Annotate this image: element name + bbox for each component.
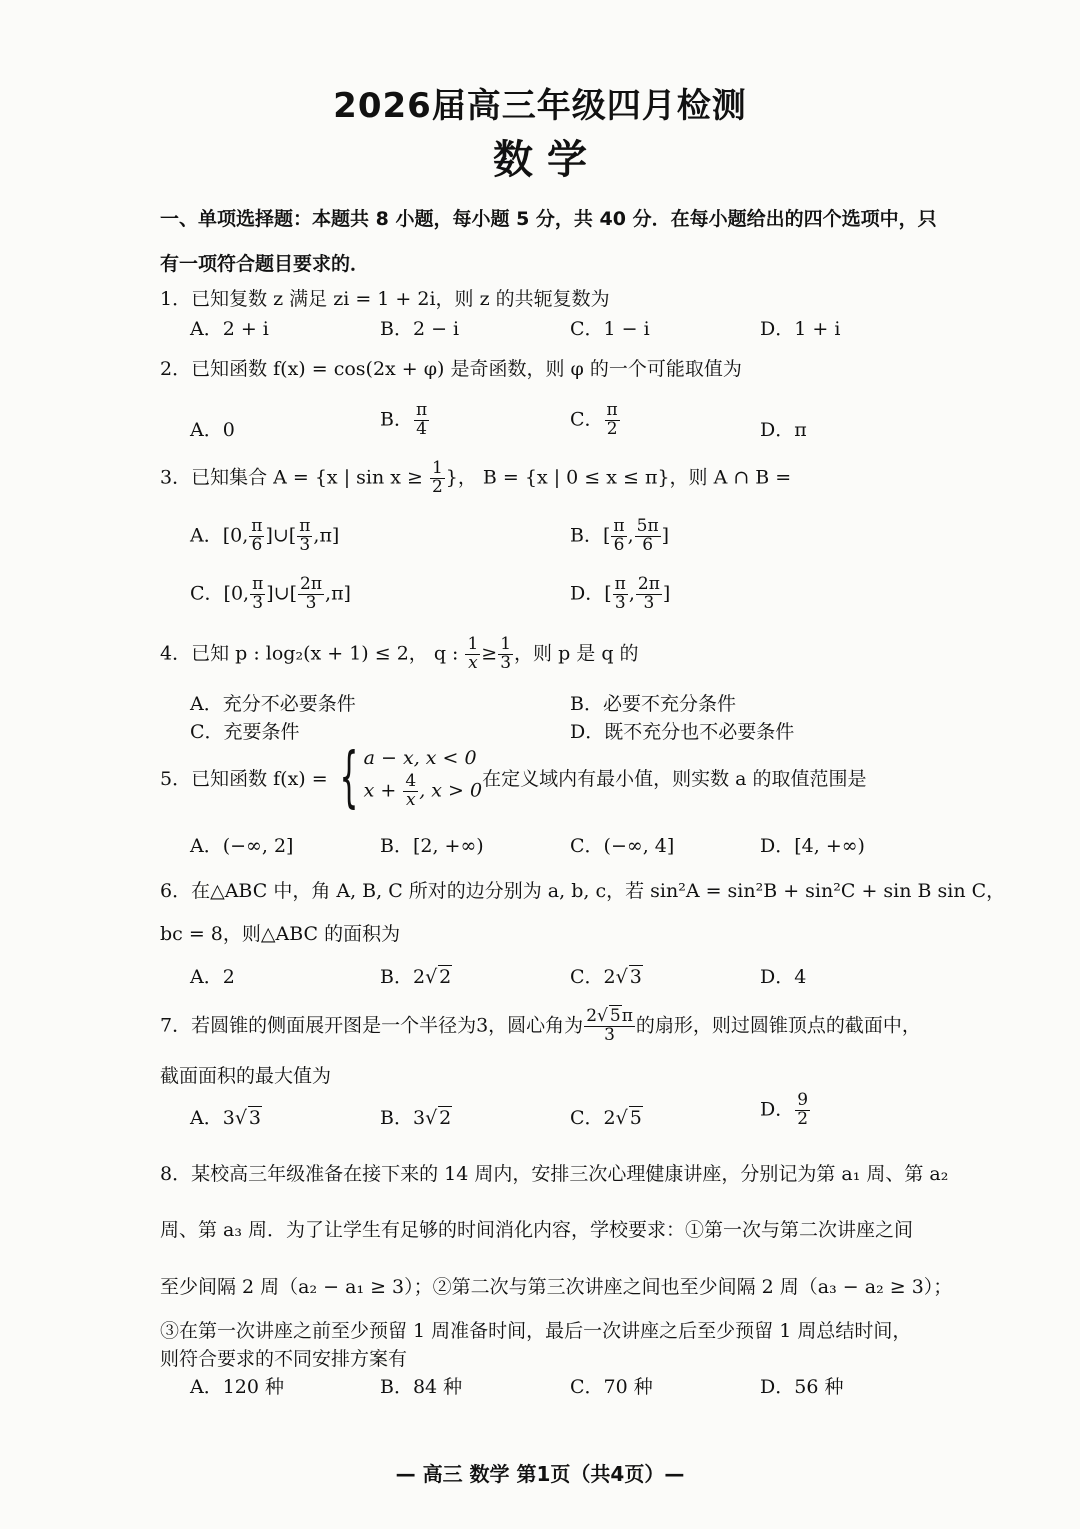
section-heading-line1: 一、单项选择题：本题共 8 小题，每小题 5 分，共 40 分．在每小题给出的四个选项中，只: [160, 208, 937, 230]
left-brace: {: [339, 738, 359, 816]
q7-option-a: A．3√ 3: [190, 1107, 262, 1129]
q7-option-d: D． $\frac{9}{2}$: [760, 1090, 809, 1129]
question-6-line2: bc = 8，则△ABC 的面积为: [160, 923, 401, 945]
fraction: $\frac{9}{2}$: [797, 1090, 809, 1129]
page-footer: — 高三 数学 第1页（共4页）—: [395, 1462, 685, 1486]
q6-option-d: D．4: [760, 966, 807, 988]
q3-option-b: B．[ $\frac{\pi}{6}$ , $\frac{5\pi}{6}$ ]: [570, 516, 670, 555]
q7-option-c: C．2√ 5: [570, 1107, 642, 1129]
piecewise-cases: a − x, x < 0 x + $\frac{4}{x}$ , x > 0: [363, 747, 483, 811]
q8-option-a: A．120 种: [190, 1376, 285, 1398]
question-1-text: 1．已知复数 z 满足 zi = 1 + 2i，则 z 的共轭复数为: [160, 288, 610, 310]
q2-option-c: C． $\frac{\pi}{2}$: [570, 400, 618, 439]
question-4-text: 4．已知 p : log₂(x + 1) ≤ 2， q : $\frac{1}{x}$ ≥ $\frac{1}{3}$ ，则 p 是 q 的: [160, 634, 639, 673]
q3-option-d: D．[ $\frac{\pi}{3}$ , $\frac{2\pi}{3}$ ]: [570, 574, 671, 613]
q5-option-c: C．(−∞, 4]: [570, 835, 675, 857]
q6-option-b: B．2√ 2: [380, 966, 452, 988]
fraction: $\frac{4}{x}$: [405, 771, 417, 811]
fraction: $\frac{\pi}{6}$: [251, 516, 263, 555]
section-heading-line2: 有一项符合题目要求的．: [160, 253, 370, 275]
question-7-line1: 7．若圆锥的侧面展开图是一个半径为3，圆心角为 $\frac{2√ 5\pi}{3}$ 的扇形，则过圆锥顶点的截面中，: [160, 1006, 921, 1045]
fraction: $\frac{1}{2}$: [431, 458, 443, 497]
q3-option-a: A．[0, $\frac{\pi}{6}$ ]∪[ $\frac{\pi}{3}$ ,π]: [190, 516, 340, 555]
q5-option-d: D．[4, +∞): [760, 835, 865, 857]
fraction: $\frac{\pi}{6}$: [613, 516, 625, 555]
q1-option-c: C．1 − i: [570, 318, 650, 340]
q4-option-b: B．必要不充分条件: [570, 693, 736, 715]
question-5-text: 5．已知函数 f(x) = { a − x, x < 0 x + $\frac{4}{x}$ , x > 0 在定义域内有最小值，则实数 a 的取值范围是: [160, 738, 867, 816]
q8-option-c: C．70 种: [570, 1376, 653, 1398]
fraction: $\frac{\pi}{3}$: [614, 574, 626, 613]
q4-option-a: A．充分不必要条件: [190, 693, 356, 715]
q8-option-d: D．56 种: [760, 1376, 844, 1398]
q5-option-b: B．[2, +∞): [380, 835, 484, 857]
q8-option-b: B．84 种: [380, 1376, 463, 1398]
q4-option-c: C．充要条件: [190, 721, 300, 743]
q7-option-b: B．3√ 2: [380, 1107, 452, 1129]
fraction: $\frac{1}{3}$: [500, 634, 512, 673]
q2-option-d: D．π: [760, 419, 807, 441]
q5-option-a: A．(−∞, 2]: [190, 835, 294, 857]
question-8-line3: 至少间隔 2 周（a₂ − a₁ ≥ 3）；②第二次与第三次讲座之间也至少间隔 2 周（a₃ − a₂ ≥ 3）；: [160, 1276, 953, 1298]
q3-option-c: C．[0, $\frac{\pi}{3}$ ]∪[ $\frac{2\pi}{3}$ ,π]: [190, 574, 351, 613]
subject-title: 数 学: [493, 137, 587, 183]
q6-option-c: C．2√ 3: [570, 966, 642, 988]
fraction: $\frac{2\pi}{3}$: [637, 574, 660, 613]
fraction: $\frac{\pi}{4}$: [415, 400, 428, 439]
q6-option-a: A．2: [190, 966, 235, 988]
fraction: $\frac{\pi}{2}$: [606, 400, 618, 439]
q2-option-a: A．0: [190, 419, 235, 441]
q1-option-d: D．1 + i: [760, 318, 841, 340]
exam-title: 2026届高三年级四月检测: [333, 86, 747, 126]
question-8-line5: 则符合要求的不同安排方案有: [160, 1348, 408, 1370]
fraction: $\frac{\pi}{3}$: [299, 516, 311, 555]
question-2-text: 2．已知函数 f(x) = cos(2x + φ) 是奇函数，则 φ 的一个可能取值为: [160, 358, 742, 380]
fraction: $\frac{1}{x}$: [467, 634, 479, 673]
q1-option-b: B．2 − i: [380, 318, 460, 340]
question-8-line2: 周、第 a₃ 周．为了让学生有足够的时间消化内容，学校要求：①第一次与第二次讲座之间: [160, 1219, 914, 1241]
fraction: $\frac{2√ 5\pi}{3}$: [586, 1006, 633, 1045]
question-8-line4: ③在第一次讲座之前至少预留 1 周准备时间，最后一次讲座之后至少预留 1 周总结时间，: [160, 1320, 912, 1342]
q1-option-a: A．2 + i: [190, 318, 269, 340]
question-8-line1: 8．某校高三年级准备在接下来的 14 周内，安排三次心理健康讲座，分别记为第 a₁ 周、第 a₂: [160, 1163, 949, 1185]
q4-option-d: D．既不充分也不必要条件: [570, 721, 795, 743]
q2-option-b: B． $\frac{\pi}{4}$: [380, 400, 428, 439]
fraction: $\frac{2\pi}{3}$: [300, 574, 323, 613]
question-6-line1: 6．在△ABC 中，角 A, B, C 所对的边分别为 a, b, c，若 sin²A = sin²B + sin²C + sin B sin C，: [160, 880, 1006, 902]
fraction: $\frac{\pi}{3}$: [252, 574, 264, 613]
question-7-line2: 截面面积的最大值为: [160, 1065, 332, 1087]
question-3-text: 3．已知集合 A = {x | sin x ≥ $\frac{1}{2}$ }， B = {x | 0 ≤ x ≤ π}，则 A ∩ B =: [160, 458, 792, 497]
fraction: $\frac{5\pi}{6}$: [636, 516, 659, 555]
